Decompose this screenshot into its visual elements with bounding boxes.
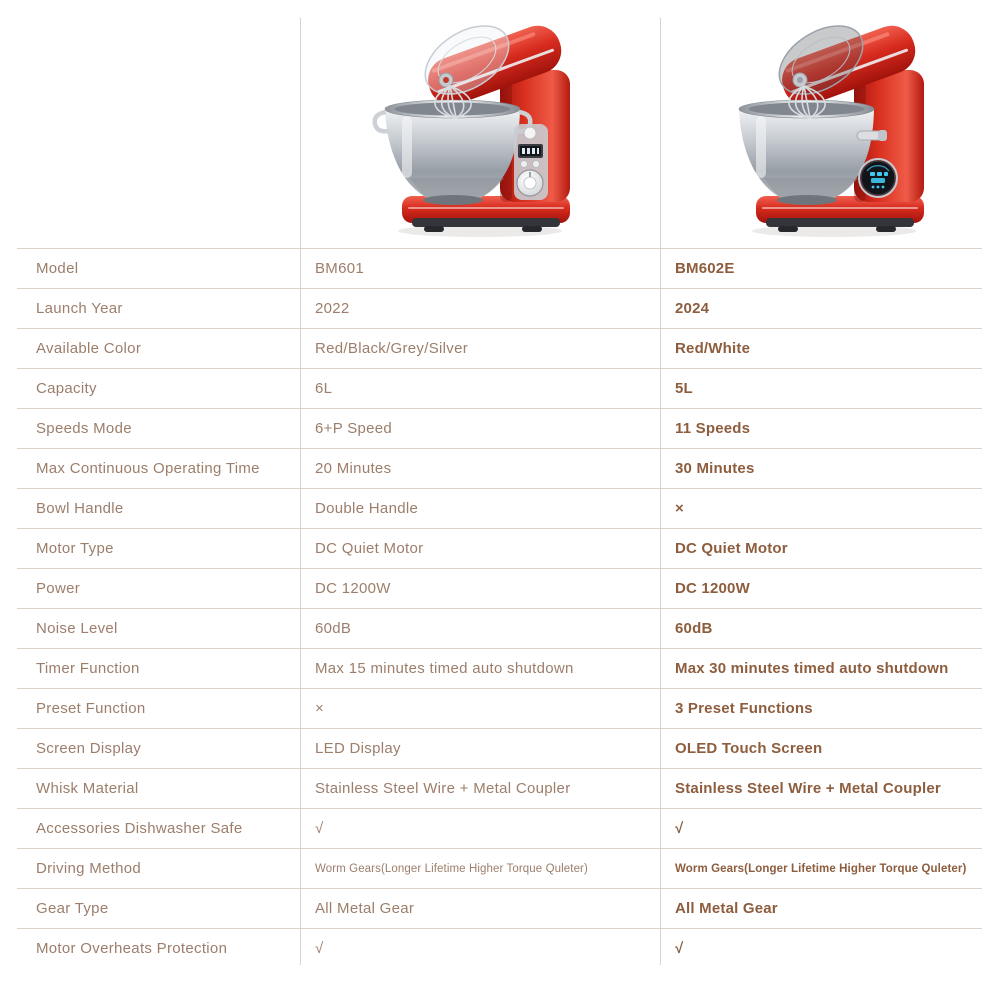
row-bowl-handle [17,488,982,528]
spec-value-bm602e: BM602E [675,260,735,277]
spec-value-bm602e: 60dB [675,620,713,637]
row-model [17,248,982,288]
spec-label: Timer Function [36,660,140,677]
spec-label: Noise Level [36,620,118,637]
spec-value-bm602e: Red/White [675,340,751,357]
spec-value-bm602e: Max 30 minutes timed auto shutdown [675,660,949,677]
spec-label: Speeds Mode [36,420,132,437]
spec-label: Model [36,260,79,277]
spec-value-bm602e: 11 Speeds [675,420,751,437]
row-power [17,568,982,608]
spec-value-bm602e: √ [675,940,684,957]
spec-label: Bowl Handle [36,500,124,517]
spec-value-bm602e: √ [675,820,684,837]
spec-value-bm601: 6L [315,380,333,397]
speed-knob [517,170,543,196]
spec-value-bm601: Max 15 minutes timed auto shutdown [315,660,574,677]
spec-value-bm602e: All Metal Gear [675,900,778,917]
spec-value-bm602e: Stainless Steel Wire + Metal Coupler [675,780,941,797]
spec-value-bm602e: DC 1200W [675,580,750,597]
spec-value-bm601: 20 Minutes [315,460,392,477]
spec-value-bm602e: Worm Gears(Longer Lifetime Higher Torque Quleter) [675,862,967,875]
spec-value-bm601: DC 1200W [315,580,391,597]
row-motor-type [17,528,982,568]
spec-value-bm602e: 3 Preset Functions [675,700,813,717]
spec-value-bm601: × [315,700,325,717]
row-driving-method [17,848,982,888]
oled-touch-screen [859,159,897,197]
row-noise-level [17,608,982,648]
spec-value-bm602e: 5L [675,380,693,397]
row-preset-function [17,688,982,728]
spec-table [17,248,982,968]
spec-value-bm602e: 30 Minutes [675,460,755,477]
row-speeds-mode [17,408,982,448]
spec-label: Available Color [36,340,142,357]
spec-value-bm601: LED Display [315,740,401,757]
row-capacity [17,368,982,408]
spec-value-bm601: Stainless Steel Wire + Metal Coupler [315,780,571,797]
row-gear-type [17,888,982,928]
spec-value-bm601: All Metal Gear [315,900,415,917]
spec-value-bm602e: OLED Touch Screen [675,740,823,757]
row-accessories-dishwasher-safe [17,808,982,848]
spec-label: Preset Function [36,700,146,717]
spec-label: Gear Type [36,900,109,917]
bm601-product-photo [372,12,572,244]
row-launch-year [17,288,982,328]
row-whisk-material [17,768,982,808]
spec-label: Accessories Dishwasher Safe [36,820,243,837]
row-available-color [17,328,982,368]
pulse-button [524,127,536,139]
spec-label: Screen Display [36,740,142,757]
tilt-lever [857,130,887,141]
led-display [518,144,543,158]
spec-label: Max Continuous Operating Time [36,460,260,477]
row-screen-display [17,728,982,768]
spec-value-bm601: BM601 [315,260,365,277]
spec-value-bm601: 2022 [315,300,350,317]
spec-value-bm601: 60dB [315,620,352,637]
row-timer-function [17,648,982,688]
spec-label: Launch Year [36,300,123,317]
spec-label: Power [36,580,81,597]
spec-value-bm601: 6+P Speed [315,420,393,437]
spec-value-bm601: Worm Gears(Longer Lifetime Higher Torque Quleter) [315,862,588,875]
bm602e-product-photo [726,12,926,244]
spec-value-bm601: Red/Black/Grey/Silver [315,340,469,357]
row-motor-overheats-protection [17,928,982,968]
spec-label: Motor Overheats Protection [36,940,228,957]
spec-value-bm601: √ [315,820,324,837]
spec-label: Capacity [36,380,97,397]
row-max-continuous-operating-time [17,448,982,488]
spec-value-bm601: Double Handle [315,500,419,517]
spec-value-bm602e: 2024 [675,300,710,317]
spec-label: Whisk Material [36,780,139,797]
control-panel [514,124,548,200]
spec-value-bm601: DC Quiet Motor [315,540,424,557]
spec-value-bm602e: DC Quiet Motor [675,540,788,557]
spec-value-bm601: √ [315,940,324,957]
spec-value-bm602e: × [675,500,684,517]
spec-label: Motor Type [36,540,114,557]
spec-label: Driving Method [36,860,142,877]
